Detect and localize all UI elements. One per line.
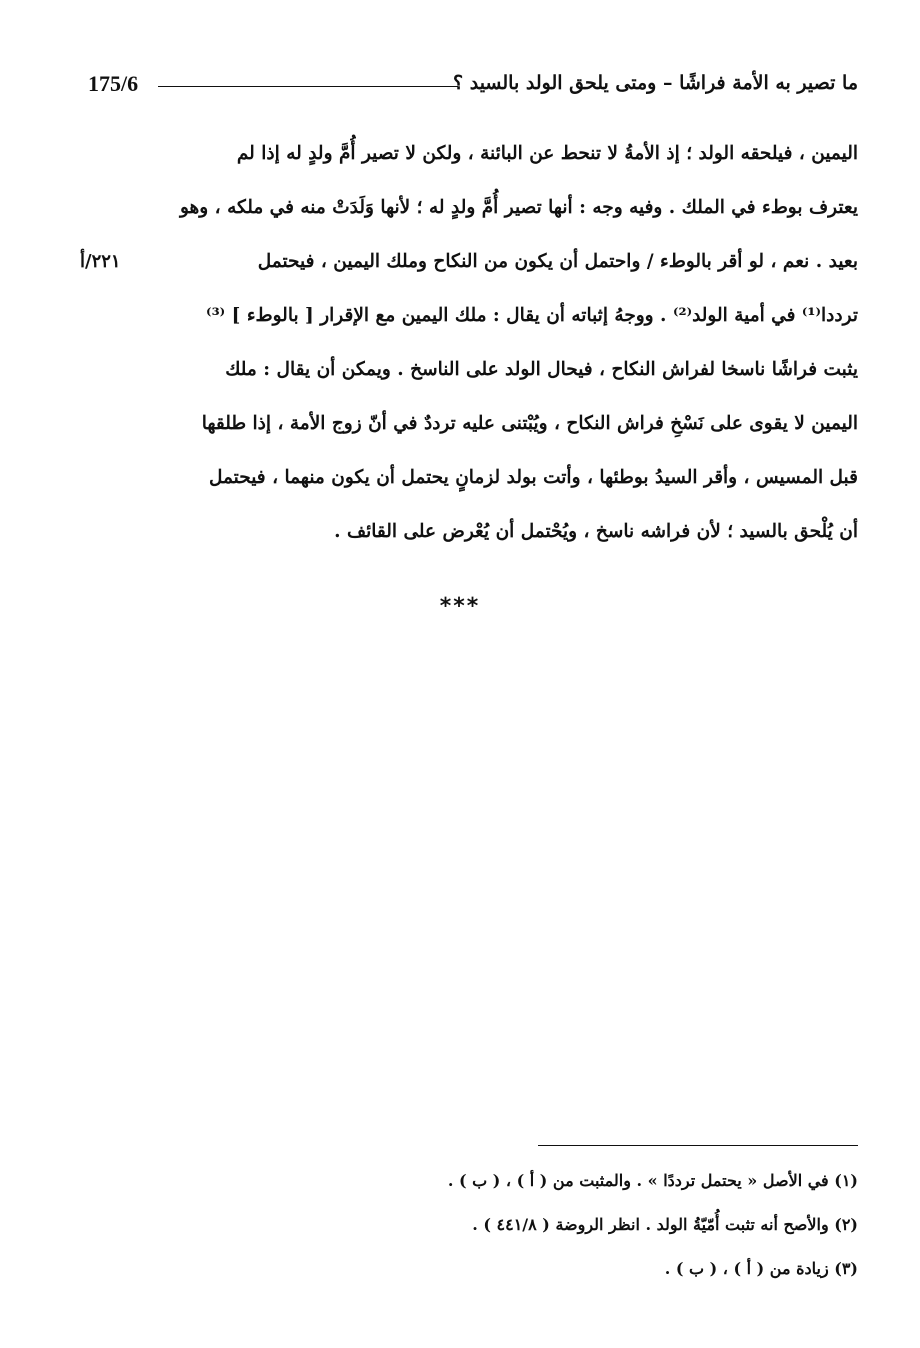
text-line [88,188,858,242]
footnotes [88,1166,858,1298]
footnote: (٣) زيادة من ( أ ) ، ( ب ) . [664,1259,858,1278]
text-line [88,296,858,350]
footnote: (٢) والأصح أنه تثبت أُمّيّةُ الولد . انظر الروضة ( ٤٤١/٨ ) . [472,1215,858,1234]
text-line-content: اليمين ، فيلحقه الولد ؛ إذ الأمةُ لا تنحط عن البائنة ، ولكن لا تصير أُمَّ ولدٍ له إذا لم [236,143,858,164]
text-line [88,404,858,458]
text-line-content: ترددا⁽¹⁾ في أمية الولد⁽²⁾ . ووجهُ إثباته أن يقال : ملك اليمين مع الإقرار [ بالوطء ] ⁽³⁾ [206,305,858,326]
page-header [88,68,858,102]
text-line-content: يعترف بوطء في الملك . وفيه وجه : أنها تصير أُمَّ ولدٍ له ؛ لأنها وَلَدَتْ منه في ملكه ، وهو [179,197,858,218]
footnote-rule [538,1145,858,1146]
text-line-content: أن يُلْحق بالسيد ؛ لأن فراشه ناسخ ، ويُحْتمل أن يُعْرض على القائف . [334,521,858,542]
text-line [80,242,858,296]
page-number: 175/6 [88,71,139,96]
text-line [88,512,858,566]
manuscript-folio-reference: ٢٢١/أ [80,251,121,272]
text-line [88,458,858,512]
text-line-content: بعيد . نعم ، لو أقر بالوطء / واحتمل أن يكون من النكاح وملك اليمين ، فيحتمل [257,251,858,272]
main-text [80,134,858,566]
running-title: ما تصير به الأمة فراشًا – ومتى يلحق الولد بالسيد ؟ [453,72,858,94]
footnote: (١) في الأصل « يحتمل ترددًا » . والمثبت من ( أ ) ، ( ب ) . [447,1171,858,1190]
text-line [88,134,858,188]
header-rule [158,86,458,87]
text-line [88,350,858,404]
text-line-content: قبل المسيس ، وأقر السيدُ بوطئها ، وأتت بولد لزمانٍ يحتمل أن يكون منهما ، فيحتمل [208,467,858,488]
text-line-content: اليمين لا يقوى على نَسْخِ فراش النكاح ، ويُبْتنى عليه ترددٌ في أنّ زوج الأمة ، إذا طلقها [201,413,858,434]
section-separator: *** [439,594,481,619]
text-line-content: يثبت فراشًا ناسخا لفراش النكاح ، فيحال الولد على الناسخ . ويمكن أن يقال : ملك [225,359,858,380]
